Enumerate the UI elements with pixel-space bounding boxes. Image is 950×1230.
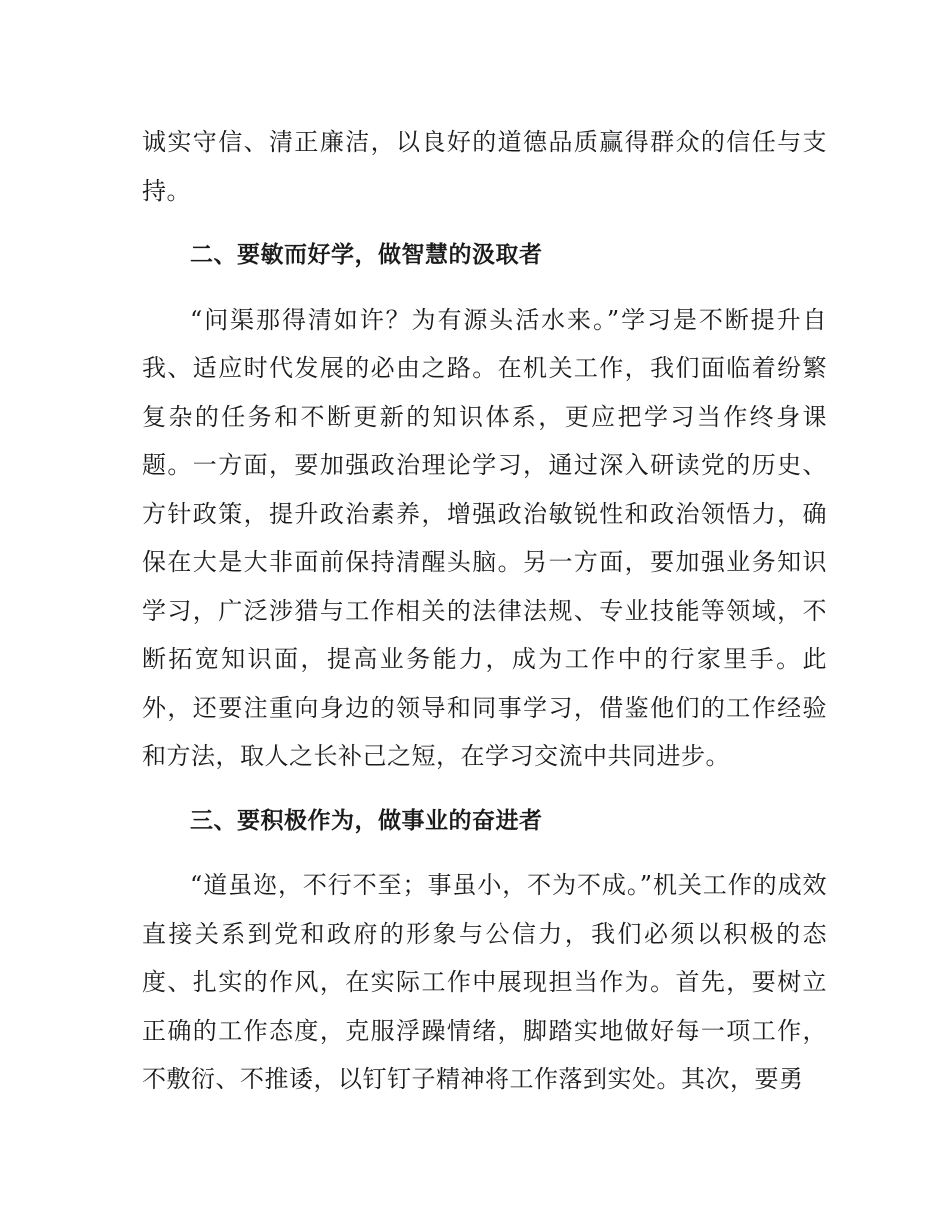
section-heading-2: 二、要敏而好学，做智慧的汲取者: [190, 242, 543, 268]
paragraph-section-3: “道虽迩，不行不至；事虽小，不为不成。”机关工作的成效直接关系到党和政府的形象与公信力，我们必须以积极的态度、扎实的作风，在实际工作中展现担当作为。首先，要树立正确的工作态度，克服浮躁情绪，脚踏实地做好每一项工作，不敷衍、不推诿，以钉钉子精神将工作落到实处。其次，要勇: [142, 871, 827, 1093]
paragraph-continued: 诚实守信、清正廉洁，以良好的道德品质赢得群众的信任与支持。: [142, 128, 827, 205]
document-body: [142, 118, 827, 1104]
section-heading-3: 三、要积极作为，做事业的奋进者: [190, 807, 543, 834]
paragraph-section-2: “问渠那得清如许？为有源头活水来。”学习是不断提升自我、适应时代发展的必由之路。在机关工作，我们面临着纷繁复杂的任务和不断更新的知识体系，更应把学习当作终身课题。一方面，要加强政治理论学习，通过深入研读党的历史、方针政策，提升政治素养，增强政治敏锐性和政治领悟力，确保在大是大非面前保持清醒头脑。另一方面，要加强业务知识学习，广泛涉猎与工作相关的法律法规、专业技能等领域，不断拓宽知识面，提高业务能力，成为工作中的行家里手。此外，还要注重向身边的领导和同事学习，借鉴他们的工作经验和方法，取人之长补己之短，在学习交流中共同进步。: [142, 305, 827, 770]
